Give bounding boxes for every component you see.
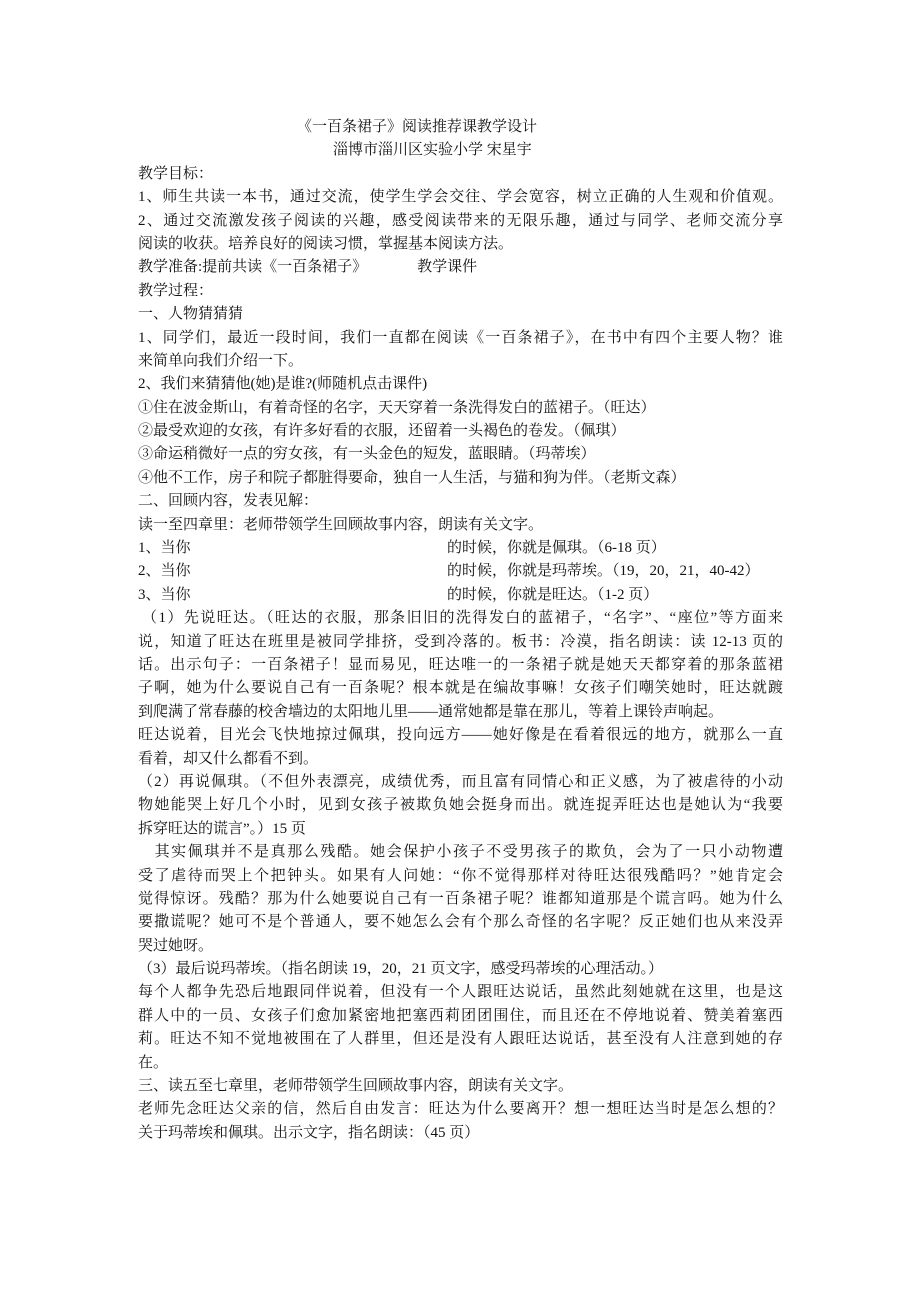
text-line: （2）再说佩琪。（不但外表漂亮，成绩优秀，而且富有同情心和正义感，为了被虐待的小动 <box>138 773 783 790</box>
fill-in-right: 的时候，你就是佩琪。（6-18 页） <box>447 540 666 557</box>
text-line: 说，知道了旺达在班里是被同学排挤，受到冷落的。板书：冷漠，指名朗读：读 12-13 页的 <box>138 633 783 650</box>
text-line: 读一至四章里：老师带领学生回顾故事内容，朗读有关文字。 <box>138 516 544 533</box>
fill-in-left: 1、当你 <box>138 540 191 557</box>
text-line: 每个人都争先恐后地跟同伴说着，但没有一个人跟旺达说话，虽然此刻她就在这里，也是这 <box>138 984 783 1001</box>
text-line: 莉。旺达不知不觉地被围在了人群里，但还是没有人跟旺达说话，甚至没有人注意到她的存 <box>138 1031 783 1048</box>
text-line: ④他不工作，房子和院子都脏得要命，独自一人生活，与猫和狗为伴。（老斯文森） <box>138 469 686 486</box>
fill-in-right: 的时候，你就是旺达。（1-2 页） <box>447 586 659 603</box>
text-line: 来简单向我们介绍一下。 <box>138 352 304 369</box>
text-line: 2、我们来猜猜他(她)是谁?(师随机点击课件) <box>138 376 428 393</box>
text-line: ③命运稍微好一点的穷女孩，有一头金色的短发，蓝眼睛。（玛蒂埃） <box>138 446 596 463</box>
text-line: 到爬满了常春藤的校舍墙边的太阳地儿里——通常她都是靠在那儿，等着上课铃声响起。 <box>138 703 724 720</box>
text-line: 老师先念旺达父亲的信，然后自由发言：旺达为什么要离开？想一想旺达当时是怎么想的？ <box>138 1101 783 1118</box>
fill-in-line <box>138 537 783 560</box>
fill-in-line <box>138 560 783 583</box>
text-line: 哭过她呀。 <box>138 937 214 954</box>
text-line: 受了虐待而哭上个把钟头。如果有人问她：“你不觉得那样对待旺达很残酷吗？”她肯定会 <box>138 867 783 884</box>
objective-line: 2、通过交流激发孩子阅读的兴趣，感受阅读带来的无限乐趣，通过与同学、老师交流分享 <box>138 212 783 229</box>
text-line: 群人中的一员、女孩子们愈加紧密地把塞西莉团团围住，而且还在不停地说着、赞美着塞西 <box>138 1007 783 1024</box>
text-line: 1、同学们，最近一段时间，我们一直都在阅读《一百条裙子》，在书中有四个主要人物？谁 <box>138 329 783 346</box>
section3-heading: 三、读五至七章里，老师带领学生回顾故事内容，朗读有关文字。 <box>138 1078 574 1095</box>
text-line: （1）先说旺达。（旺达的衣服，那条旧旧的洗得发白的蓝裙子，“名字”、“座位”等方面来 <box>142 610 783 627</box>
text-line: 关于玛蒂埃和佩琪。出示文字，指名朗读：（45 页） <box>138 1124 480 1141</box>
objective-line: 1、师生共读一本书，通过交流，使学生学会交往、学会宽容，树立正确的人生观和价值观。 <box>138 189 783 206</box>
fill-in-left: 2、当你 <box>138 563 191 580</box>
fill-in-line <box>138 584 783 607</box>
preparation-line <box>138 256 783 279</box>
text-line: （3）最后说玛蒂埃。（指名朗读 19，20，21 页文字，感受玛蒂埃的心理活动。） <box>138 961 664 978</box>
text-line: 话。出示句子：一百条裙子！显而易见，旺达唯一的一条裙子就是她天天都穿着的那条蓝裙 <box>138 656 783 673</box>
text-line: 在。 <box>138 1054 169 1071</box>
text-line: 物她能哭上好几个小时，见到女孩子被欺负她会挺身而出。就连捉弄旺达也是她认为“我要 <box>138 797 783 814</box>
text-line: 拆穿旺达的谎言”。）15 页 <box>138 820 306 837</box>
preparation-extra: 教学课件 <box>417 259 478 276</box>
fill-in-right: 的时候，你就是玛蒂埃。（19，20，21，40-42） <box>447 563 760 580</box>
text-line: 旺达说着，目光会飞快地掠过佩琪，投向远方——她好像是在看着很远的地方，就那么一直 <box>138 727 783 744</box>
text-line: 子啊，她为什么要说自己有一百条呢？根本就是在编故事嘛！女孩子们嘲笑她时，旺达就踱 <box>138 680 783 697</box>
document-author: 淄博市淄川区实验小学 宋星宇 <box>333 142 532 159</box>
text-line: 看着，却又什么都看不到。 <box>138 750 319 767</box>
text-line: ①住在波金斯山，有着奇怪的名字，天天穿着一条洗得发白的蓝裙子。（旺达） <box>138 399 656 416</box>
text-line: 觉得惊讶。残酷？那为什么她要说自己有一百条裙子呢？谁都知道那是个谎言吗。她为什么 <box>138 890 783 907</box>
document-page <box>138 116 783 1145</box>
document-title: 《一百条裙子》阅读推荐课教学设计 <box>297 119 538 135</box>
fill-in-left: 3、当你 <box>138 586 191 603</box>
text-line: 要撒谎呢？她可不是个普通人，要不她怎么会有个那么奇怪的名字呢？反正她们也从来没弄 <box>138 914 783 931</box>
section2-heading: 二、回顾内容，发表见解： <box>138 493 319 510</box>
preparation-label: 教学准备:提前共读《一百条裙子》 <box>138 259 368 276</box>
process-heading: 教学过程： <box>138 282 214 299</box>
objectives-heading: 教学目标： <box>138 165 214 182</box>
section1-heading: 一、人物猜猜猜 <box>138 306 244 323</box>
text-line: ②最受欢迎的女孩，有许多好看的衣服，还留着一头褐色的卷发。（佩琪） <box>138 423 626 440</box>
objective-line: 阅读的收获。培养良好的阅读习惯，掌握基本阅读方法。 <box>138 235 514 252</box>
text-line: 其实佩琪并不是真那么残酷。她会保护小孩子不受男孩子的欺负，会为了一只小动物遭 <box>138 844 783 861</box>
